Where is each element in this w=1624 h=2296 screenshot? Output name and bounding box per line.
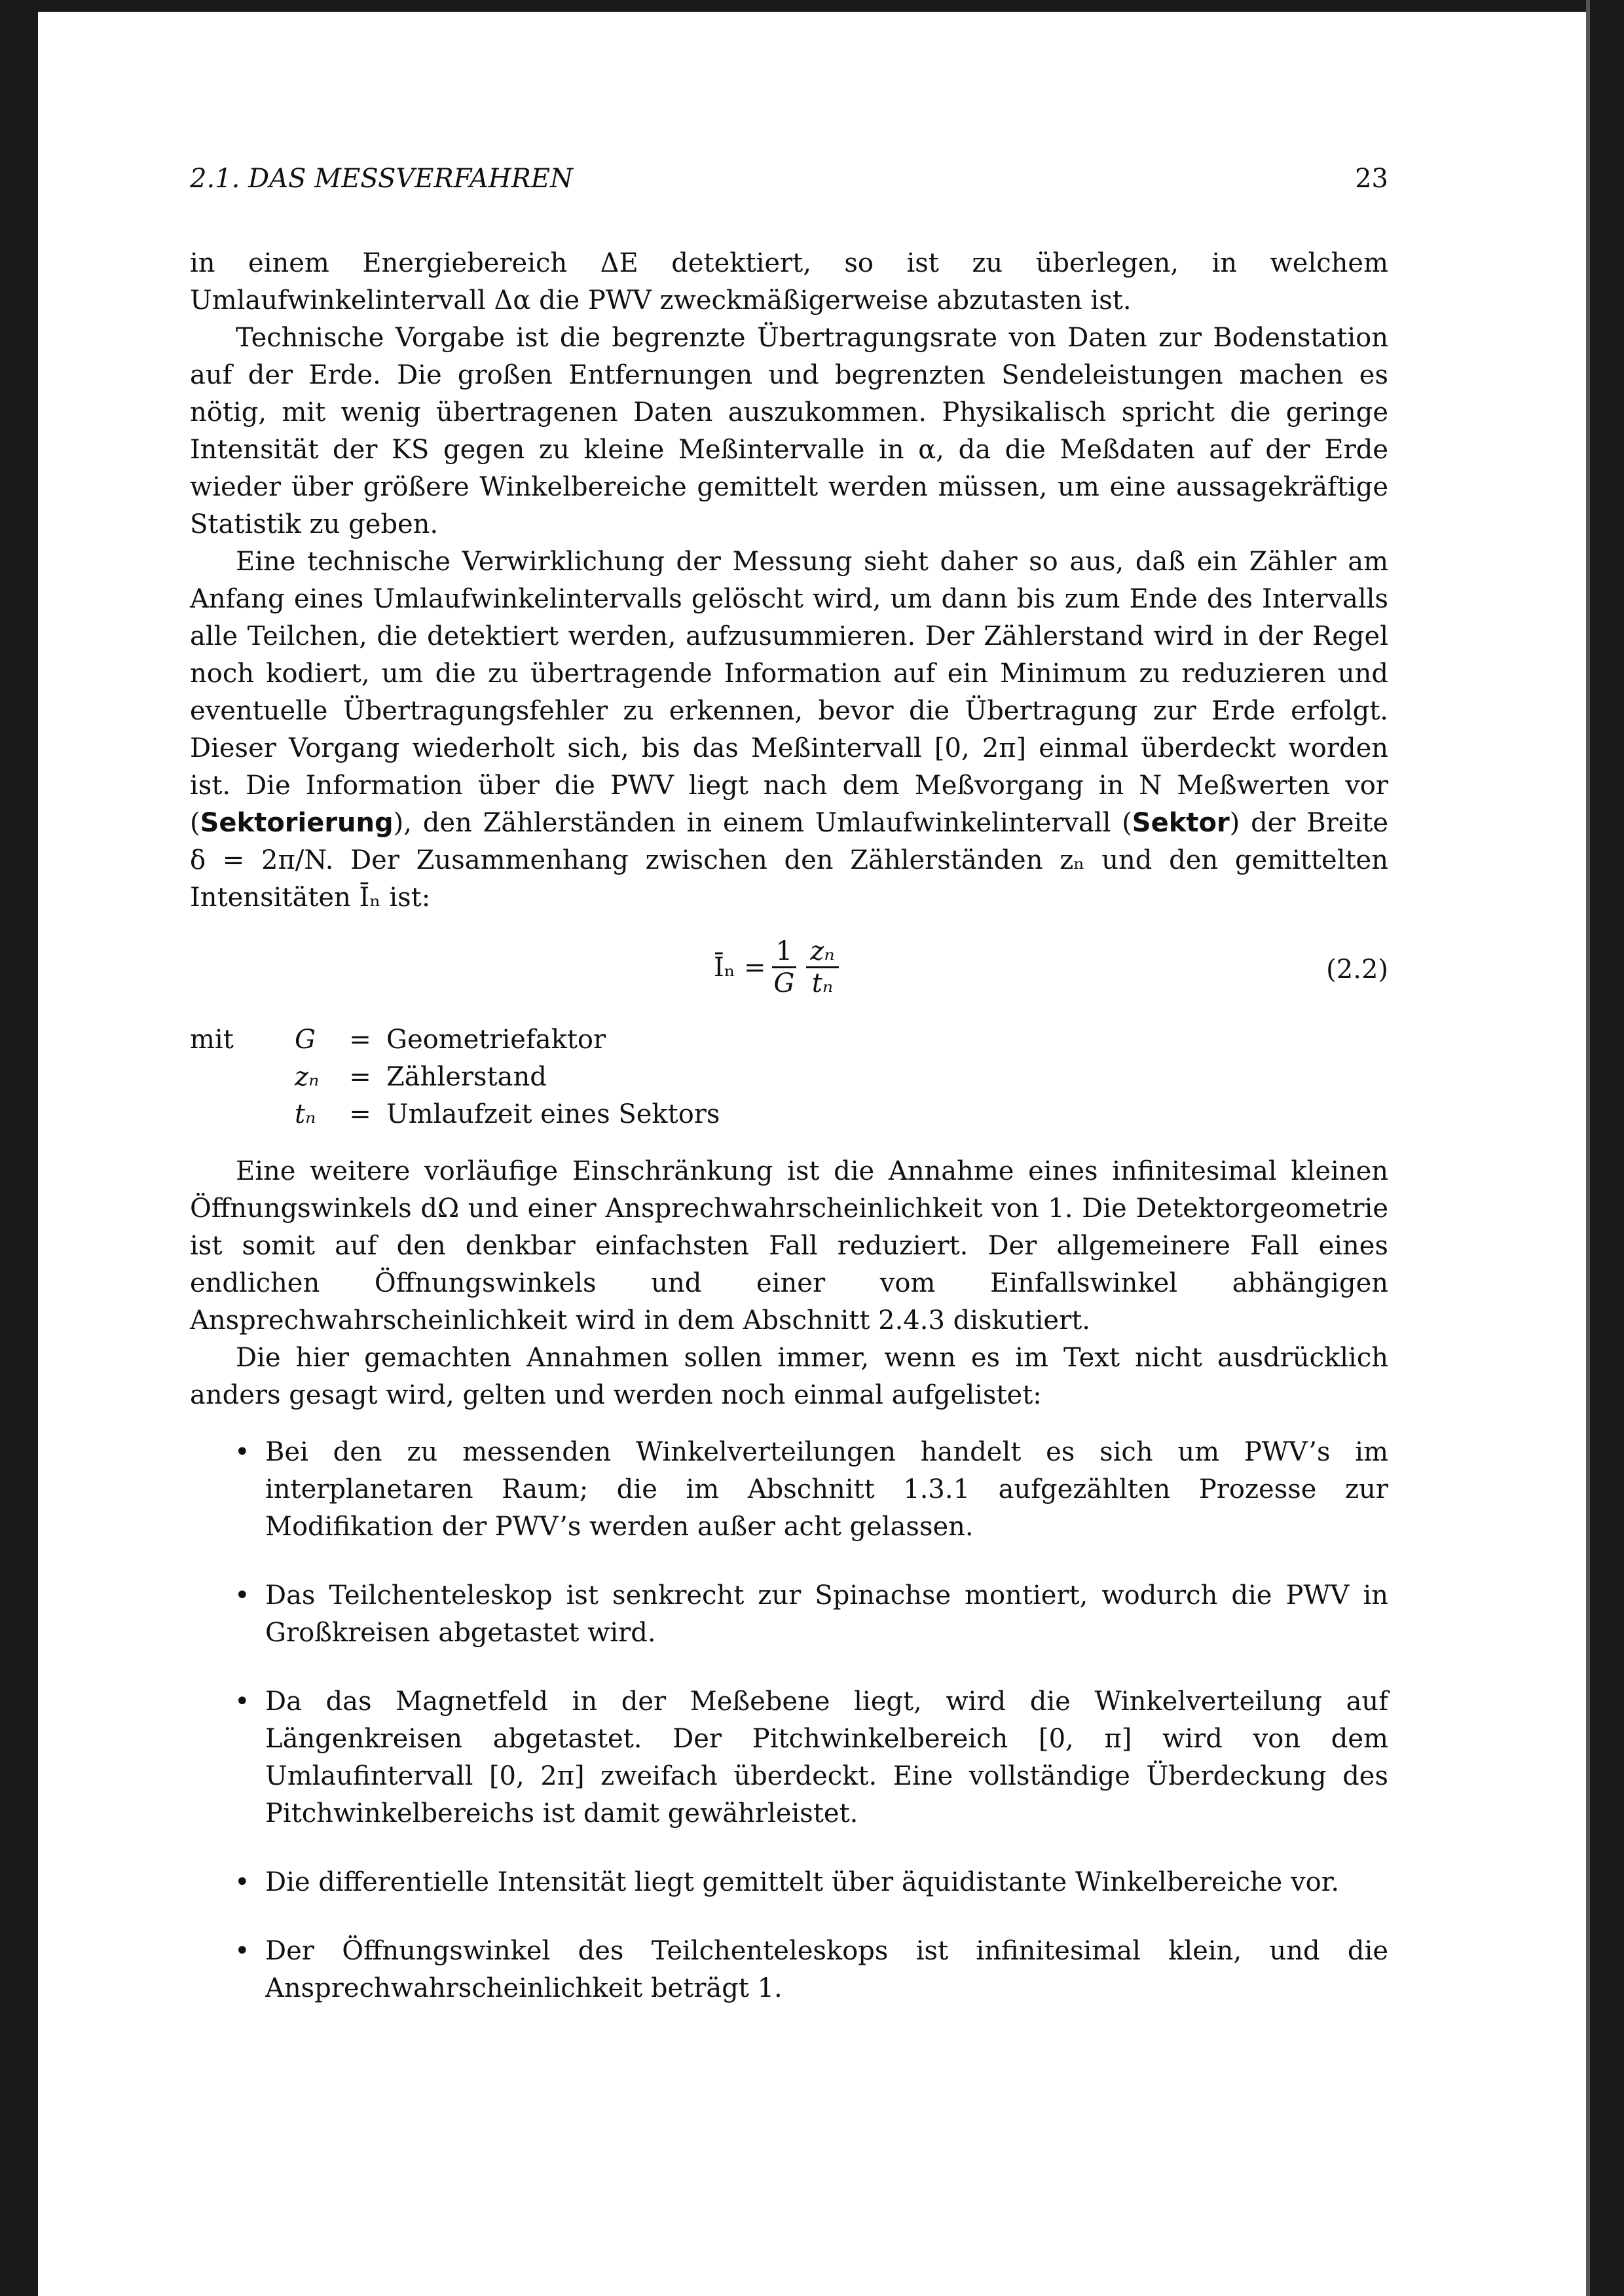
page-number: 23 [1355, 164, 1388, 194]
definition-symbol: tₙ [295, 1099, 316, 1129]
definition-text: Umlaufzeit eines Sektors [386, 1099, 720, 1129]
fraction-1 [769, 936, 798, 998]
list-item [190, 1933, 1388, 2007]
equation-number: (2.2) [1326, 955, 1388, 985]
term-sektor: Sektor [1132, 808, 1230, 838]
assumptions-list [190, 1434, 1388, 2007]
paragraph-3-text: Eine technische Verwirklichung der Messung sieht daher so aus, daß ein Zähler am Anfang eines Umlaufwinkelintervalls gelöscht wird, um dann bis zum Ende des Intervalls alle Teilchen, die detektiert werden, aufzusummieren. Der Zählerstand wird in der Regel noch kodiert, um die zu übertragende Information auf ein Minimum zu reduzieren und eventuelle Übertragungsfehler zu erkennen, bevor die Übertragung zur Erde erfolgt. Dieser Vorgang wiederholt sich, bis das Meßintervall [0, 2π] einmal überdeckt worden ist. Die Information über die PWV liegt nach dem Meßvorgang in N Meßwerten vor ( [190, 547, 1388, 838]
paragraph-3 [190, 543, 1388, 917]
equation-formula [714, 936, 843, 998]
paragraph-1: in einem Energiebereich ΔE detektiert, so ist zu überlegen, in welchem Umlaufwinkelintervall Δα die PWV zweckmäßigerweise abzutasten ist. [190, 248, 1388, 316]
list-item-text: Da das Magnetfeld in der Meßebene liegt, wird die Winkelverteilung auf Längenkreisen abgetastet. Der Pitchwinkelbereich [0, π] wird von dem Umlaufintervall [0, 2π] zweifach überdeckt. Eine vollständige Überdeckung des Pitchwinkelbereichs ist damit gewährleistet. [265, 1686, 1388, 1829]
definition-equals: = [349, 1099, 371, 1129]
fraction-1-numerator: 1 [772, 936, 796, 968]
paragraph-5: Die hier gemachten Annahmen sollen immer, wenn es im Text nicht ausdrücklich anders gesagt wird, gelten und werden noch einmal aufgelistet: [190, 1343, 1388, 1410]
definition-text: Zählerstand [386, 1062, 547, 1092]
page-content [190, 164, 1388, 2039]
paragraph-2: Technische Vorgabe ist die begrenzte Übertragungsrate von Daten zur Bodenstation auf der Erde. Die großen Entfernungen und begrenzten Sendeleistungen machen es nötig, mit wenig übertragenen Daten auszukommen. Physikalisch spricht die geringe Intensität der KS gegen zu kleine Meßintervalle in α, da die Meßdaten auf der Erde wieder über größere Winkelbereiche gemittelt werden müssen, um eine aussagekräftige Statistik zu geben. [190, 323, 1388, 539]
equation-lhs: Īₙ = [714, 952, 766, 983]
scan-border-left [0, 0, 38, 2296]
paragraph-3-mid: ), den Zählerständen in einem Umlaufwinkelintervall ( [393, 808, 1132, 838]
scan-border-right [1590, 0, 1624, 2296]
list-item [190, 1434, 1388, 1546]
running-header [190, 164, 1388, 194]
paragraph-3-end: ) der Breite δ = 2π/N. Der Zusammenhang zwischen den Zählerständen zₙ und den gemittelten Intensitäten Īₙ ist: [190, 808, 1388, 913]
list-item [190, 1577, 1388, 1652]
definition-text: Geometriefaktor [386, 1025, 606, 1055]
paragraph-4: Eine weitere vorläufige Einschränkung ist die Annahme eines infinitesimal kleinen Öffnungswinkels dΩ und einer Ansprechwahrscheinlichkeit von 1. Die Detektorgeometrie ist somit auf den denkbar einfachsten Fall reduziert. Der allgemeinere Fall eines endlichen Öffnungswinkels und einer vom Einfallswinkel abhängigen Ansprechwahrscheinlichkeit wird in dem Abschnitt 2.4.3 diskutiert. [190, 1156, 1388, 1336]
section-title: 2.1. DAS MESSVERFAHREN [190, 164, 573, 194]
list-item [190, 1683, 1388, 1832]
list-item-text: Bei den zu messenden Winkelverteilungen handelt es sich um PWV’s im interplanetaren Raum; die im Abschnitt 1.3.1 aufgezählten Prozesse zur Modifikation der PWV’s werden außer acht gelassen. [265, 1437, 1388, 1542]
bullet-icon: • [234, 1437, 250, 1467]
fraction-2 [806, 936, 838, 998]
bullet-icon: • [234, 1936, 250, 1966]
list-item-text: Die differentielle Intensität liegt gemittelt über äquidistante Winkelbereiche vor. [265, 1867, 1340, 1897]
list-item-text: Das Teilchenteleskop ist senkrecht zur Spinachse montiert, wodurch die PWV in Großkreisen abgetastet wird. [265, 1580, 1388, 1648]
fraction-2-numerator: zₙ [806, 936, 838, 968]
definition-equals: = [349, 1025, 371, 1055]
bullet-icon: • [234, 1867, 250, 1897]
fraction-2-denominator: tₙ [811, 968, 834, 998]
term-sektorierung: Sektorierung [200, 808, 394, 838]
bullet-icon: • [234, 1580, 250, 1611]
definitions-lead: mit [190, 1025, 234, 1055]
list-item [190, 1864, 1388, 1901]
definitions-list [190, 1021, 1388, 1133]
bullet-icon: • [234, 1686, 250, 1717]
equation-2-2 [190, 930, 1388, 1021]
scan-border-right-shadow [1586, 0, 1590, 2296]
definition-symbol: zₙ [295, 1062, 320, 1092]
scan-border-top [0, 0, 1624, 12]
list-item-text: Der Öffnungswinkel des Teilchenteleskops ist infinitesimal klein, und die Ansprechwahrscheinlichkeit beträgt 1. [265, 1936, 1388, 2003]
definition-symbol: G [295, 1025, 316, 1055]
definition-equals: = [349, 1062, 371, 1092]
fraction-1-denominator: G [773, 968, 795, 998]
